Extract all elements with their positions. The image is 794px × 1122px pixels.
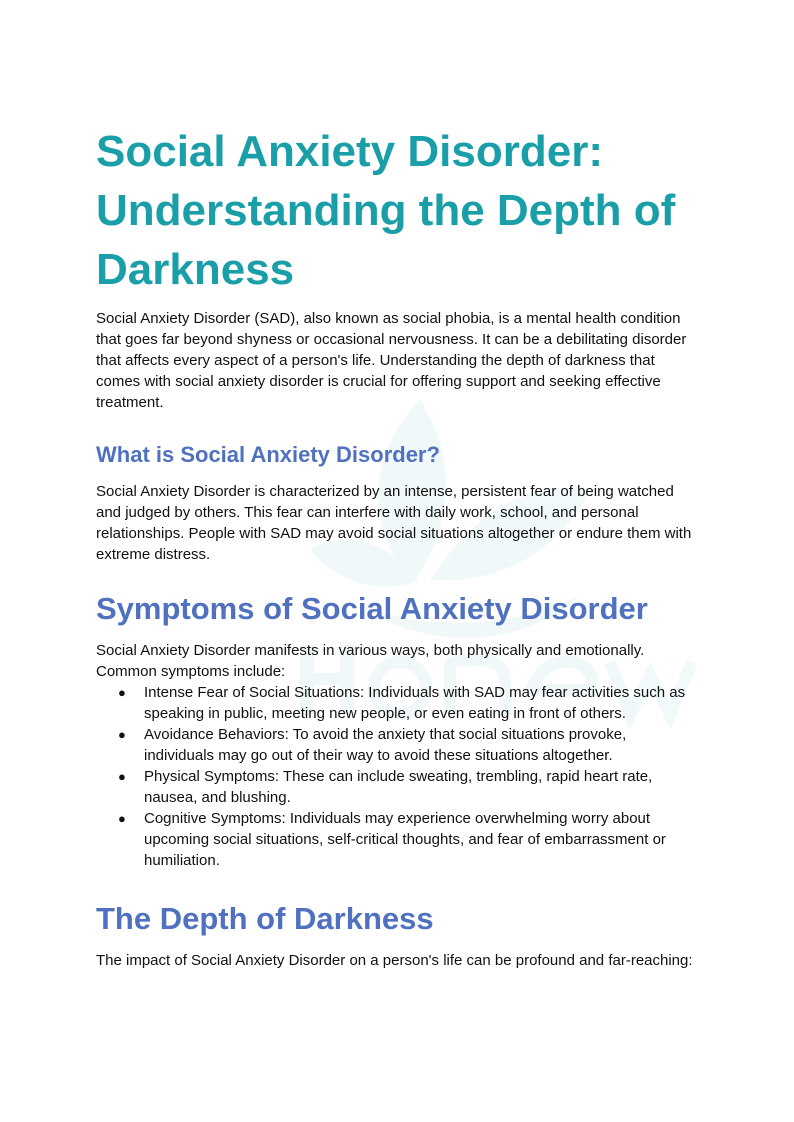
bullet-icon: ● (118, 685, 126, 700)
symptom-text: Intense Fear of Social Situations: Individuals with SAD may fear activities such as speaking in public, meeting new people, or even eating in front of others. (144, 684, 686, 722)
list-item (96, 766, 696, 808)
document-title: Social Anxiety Disorder: Understanding the Depth of Darkness (96, 127, 676, 294)
symptoms-paragraph: Social Anxiety Disorder manifests in various ways, both physically and emotionally. Common symptoms include: (96, 642, 645, 680)
symptoms-list (96, 682, 696, 871)
list-item (96, 682, 696, 724)
bullet-icon: ● (118, 727, 126, 742)
impact-paragraph: The impact of Social Anxiety Disorder on a person's life can be profound and far-reaching: (96, 952, 693, 969)
list-item (96, 808, 696, 871)
list-item (96, 724, 696, 766)
symptom-text: Physical Symptoms: These can include sweating, trembling, rapid heart rate, nausea, and blushing. (144, 768, 653, 806)
intro-paragraph: Social Anxiety Disorder (SAD), also known as social phobia, is a mental health condition that goes far beyond shyness or occasional nervousness. It can be a debilitating disorder that affects every aspect of a person's life. Understanding the depth of darkness that comes with social anxiety disorder is crucial for offering support and seeking effective treatment. (96, 310, 687, 411)
bullet-icon: ● (118, 811, 126, 826)
bullet-icon: ● (118, 769, 126, 784)
symptom-text: Cognitive Symptoms: Individuals may experience overwhelming worry about upcoming social situations, self-critical thoughts, and fear of embarrassment or humiliation. (144, 810, 666, 869)
symptom-text: Avoidance Behaviors: To avoid the anxiety that social situations provoke, individuals may go out of their way to avoid these situations altogether. (144, 726, 627, 764)
section-heading-what-is: What is Social Anxiety Disorder? (96, 442, 440, 467)
section-heading-depth-of-darkness: The Depth of Darkness (96, 901, 434, 936)
section-heading-symptoms: Symptoms of Social Anxiety Disorder (96, 591, 648, 626)
document-page (96, 122, 696, 971)
what-is-paragraph: Social Anxiety Disorder is characterized by an intense, persistent fear of being watched and judged by others. This fear can interfere with daily work, school, and personal relationships. People with SAD may avoid social situations altogether or endure them with extreme distress. (96, 483, 692, 563)
